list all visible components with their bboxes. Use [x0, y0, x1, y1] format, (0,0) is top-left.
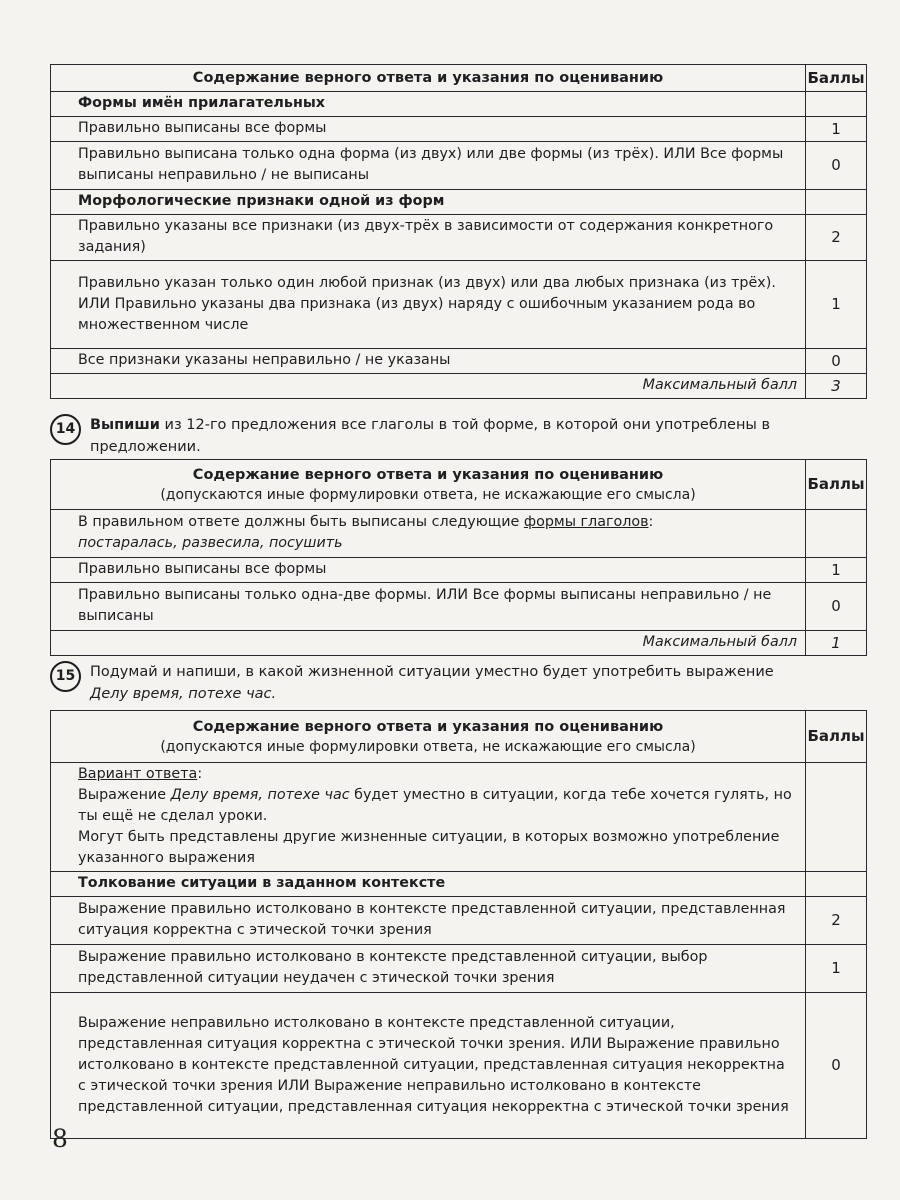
- criterion-text: Правильно указаны все признаки (из двух-трёх в зависимости от содержания конкретного задания): [51, 215, 806, 261]
- criterion-text: Правильно выписаны все формы: [51, 117, 806, 142]
- criterion-text: Выражение правильно истолковано в контексте представленной ситуации, выбор представленной ситуации неудачен с этической точки зрения: [51, 945, 806, 993]
- points-cell: 1: [806, 117, 867, 142]
- points-cell: 2: [806, 897, 867, 945]
- max-score-label: Максимальный балл: [51, 631, 806, 656]
- points-cell: 0: [806, 142, 867, 190]
- points-header: Баллы: [806, 711, 867, 763]
- criterion-text: Правильно выписаны только одна-две формы. ИЛИ Все формы выписаны неправильно / не выписаны: [51, 583, 806, 631]
- points-cell: [806, 763, 867, 872]
- answer-cell: [51, 763, 806, 872]
- criterion-text: Правильно выписана только одна форма (из двух) или две формы (из трёх). ИЛИ Все формы выписаны неправильно / не выписаны: [51, 142, 806, 190]
- points-cell: 0: [806, 993, 867, 1139]
- task-body: Подумай и напиши, в какой жизненной ситуации уместно будет употребить выражение: [90, 664, 774, 680]
- max-score-label: Максимальный балл: [51, 374, 806, 399]
- task-number-badge: 14: [50, 414, 81, 445]
- variant-note: Могут быть представлены другие жизненные ситуации, в которых возможно употребление указанного выражения: [78, 829, 780, 866]
- points-cell: [806, 92, 867, 117]
- max-score-value: 3: [806, 374, 867, 399]
- answer-intro: В правильном ответе должны быть выписаны следующие: [78, 514, 520, 530]
- table-header-title: Содержание верного ответа и указания по оцениванию: [192, 718, 664, 735]
- points-header: Баллы: [806, 65, 867, 92]
- points-cell: 2: [806, 215, 867, 261]
- task-text: [90, 414, 875, 458]
- table-header-note: (допускаются иные формулировки ответа, не искажающие его смысла): [160, 486, 696, 503]
- colon: :: [648, 514, 654, 530]
- table-header: [51, 460, 806, 510]
- points-cell: [806, 190, 867, 215]
- task-verb: Выпиши: [90, 417, 160, 433]
- task-phrase: Делу время, потехе час.: [90, 686, 277, 702]
- points-cell: 1: [806, 945, 867, 993]
- max-score-value: 1: [806, 631, 867, 656]
- variant-text-post: будет уместно в ситуации, когда тебе хочется гулять, но ты ещё не сделал уроки.: [78, 787, 792, 824]
- answer-cell: [51, 510, 806, 558]
- grading-table-14: [50, 459, 867, 656]
- grading-table-15: [50, 710, 867, 1139]
- criterion-text: Выражение неправильно истолковано в контексте представленной ситуации, представленная ситуация корректна с этической точки зрения. ИЛИ Выражение правильно истолковано в контексте представленной ситуации, представленная ситуация некорректна с этической точки зрения ИЛИ Выражение неправильно истолковано в контексте представленной ситуации, представленная ситуация некорректна с этической точки зрения: [51, 993, 806, 1139]
- points-header: Баллы: [806, 460, 867, 510]
- answer-link-text: формы глаголов: [523, 514, 649, 530]
- criterion-text: Правильно указан только один любой признак (из двух) или два любых признака (из трёх). ИЛИ Правильно указаны два признака (из двух) наряду с ошибочным указанием рода во множественном числе: [51, 261, 806, 349]
- criterion-text: Выражение правильно истолковано в контексте представленной ситуации, представленная ситуация корректна с этической точки зрения: [51, 897, 806, 945]
- table-header-title: Содержание верного ответа и указания по оцениванию: [192, 466, 664, 483]
- points-cell: 1: [806, 558, 867, 583]
- page-number: 8: [52, 1124, 68, 1153]
- points-cell: [806, 510, 867, 558]
- points-cell: [806, 872, 867, 897]
- colon: :: [197, 766, 203, 782]
- task-text: [90, 661, 875, 705]
- grading-table-13: [50, 64, 867, 399]
- table-header-note: (допускаются иные формулировки ответа, не искажающие его смысла): [160, 738, 696, 755]
- task-15: [50, 661, 875, 705]
- section-title: Формы имён прилагательных: [51, 92, 806, 117]
- variant-label: Вариант ответа: [78, 766, 198, 782]
- section-title: Морфологические признаки одной из форм: [51, 190, 806, 215]
- table-header: [51, 711, 806, 763]
- variant-text-pre: Выражение: [78, 787, 167, 803]
- points-cell: 0: [806, 349, 867, 374]
- task-body: из 12-го предложения все глаголы в той форме, в которой они употреблены в предложении.: [90, 417, 771, 455]
- section-title: Толкование ситуации в заданном контексте: [51, 872, 806, 897]
- points-cell: 1: [806, 261, 867, 349]
- criterion-text: Все признаки указаны неправильно / не указаны: [51, 349, 806, 374]
- task-14: [50, 414, 875, 458]
- task-number-badge: 15: [50, 661, 81, 692]
- points-cell: 0: [806, 583, 867, 631]
- answer-words: постаралась, развесила, посушить: [78, 535, 343, 551]
- criterion-text: Правильно выписаны все формы: [51, 558, 806, 583]
- table-header: Содержание верного ответа и указания по оцениванию: [51, 65, 806, 92]
- variant-phrase: Делу время, потехе час: [170, 787, 350, 803]
